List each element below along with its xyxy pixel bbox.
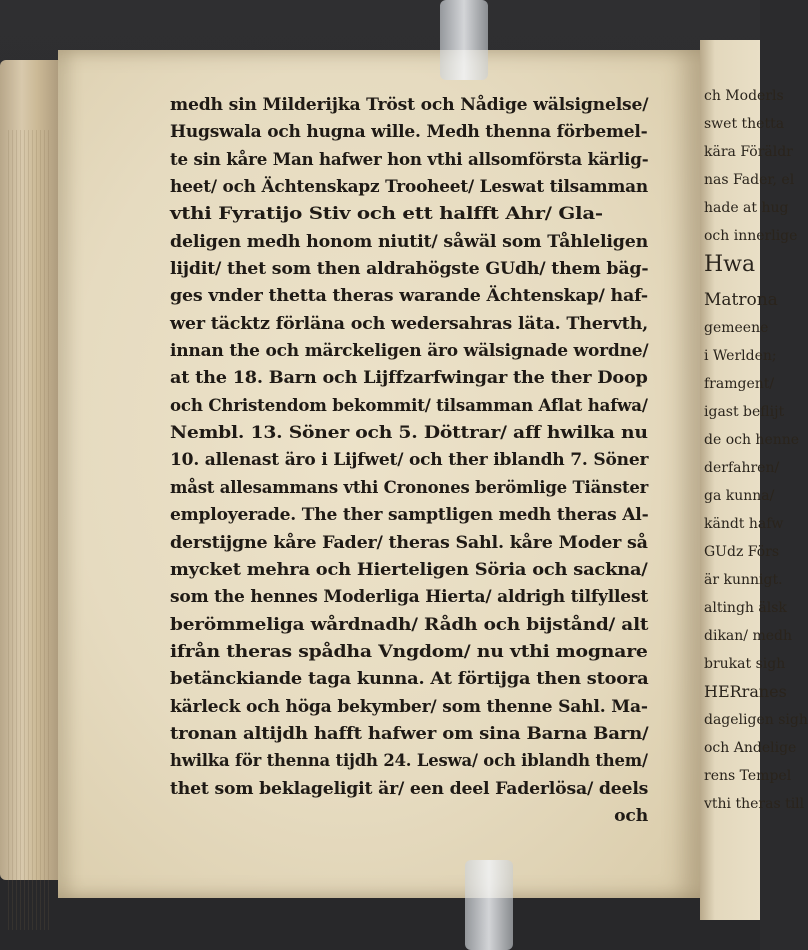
text-line-2: Hugswala och hugna wille. Medh thenna förbemel- (170, 122, 648, 143)
next-page-line-14: derfahren/ (704, 460, 780, 476)
text-line-25: hwilka för thenna tijdh 24. Leswa/ och iblandh them/ (170, 751, 648, 772)
text-line-7: lijdit/ thet som then aldrahögste GUdh/ them bäg- (170, 259, 649, 280)
text-line-12: och Christendom bekommit/ tilsamman Aflat hafwa/ (170, 395, 648, 416)
text-line-26: thet som beklageligit är/ een deel Faderlösa/ deels (170, 778, 649, 799)
next-page-line-6: och innerlige (704, 228, 798, 244)
next-page-line-16: kändt hafw (704, 516, 784, 532)
text-line-1: medh sin Milderijka Tröst och Nådige wälsignelse/ (170, 95, 649, 115)
text-line-14: 10. allenast äro i Lijfwet/ och ther iblandh 7. Söner (170, 450, 649, 471)
next-page-line-24: och Andelige (704, 740, 797, 756)
text-line-21: ifrån theras spådha Vngdom/ nu vthi mognare (170, 641, 648, 662)
next-page-line-23: dageligen sigh (704, 712, 808, 728)
page-clip-top (440, 0, 488, 80)
next-page-line-21: brukat sigh (704, 656, 786, 672)
text-line-5: vthi Fyratijo Stiv och ett halfft Ahr/ Gla- (170, 204, 603, 225)
next-page-line-26: vthi theras till (704, 796, 805, 812)
next-page-line-8: Matrona (704, 290, 778, 310)
text-line-19: som the hennes Moderliga Hierta/ aldrigh tilfyllest (170, 587, 649, 608)
next-page-line-5: hade at hug (704, 200, 789, 216)
next-page-line-18: är kunnigt. (704, 572, 783, 588)
text-line-13: Nembl. 13. Söner och 5. Döttrar/ aff hwilka nu (170, 423, 648, 444)
text-line-17: derstijgne kåre Fader/ theras Sahl. kåre Moder så (170, 532, 648, 553)
next-page-line-11: framgent/ (704, 376, 775, 392)
catchword: och (614, 805, 648, 826)
next-page-line-12: igast beflijt (704, 404, 785, 420)
text-line-3: te sin kåre Man hafwer hon vthi allsomförsta kärlig- (170, 149, 649, 170)
text-line-15: måst allesammans vthi Cronones berömlige Tiänster (170, 477, 649, 498)
next-page-line-4: nas Fader, el (704, 172, 795, 188)
next-page-line-20: dikan/ medh (704, 628, 792, 644)
text-line-22: betänckiande taga kunna. At förtijga then stoora (170, 669, 649, 690)
next-page-line-13: de och henne (704, 432, 800, 448)
text-line-24: tronan altijdh hafft hafwer om sina Barna Barn/ (170, 723, 649, 744)
next-page-line-15: ga kunna/ (704, 488, 775, 504)
next-page-line-7: Hwa (704, 252, 756, 277)
main-text-block (170, 92, 660, 830)
next-page-line-19: altingh älsk (704, 600, 787, 616)
book-page-edges (0, 60, 62, 880)
text-line-20: berömmeliga wårdnadh/ Rådh och bijstånd/ alt (170, 614, 649, 635)
text-line-8: ges vnder thetta theras warande Ächtenskap/ haf- (170, 286, 648, 307)
text-line-6: deligen medh honom niutit/ såwäl som Tåhleligen (170, 231, 649, 252)
next-page-line-1: ch Moderls (704, 88, 784, 104)
next-page-line-25: rens Tempel (704, 768, 792, 784)
text-line-9: wer täcktz förläna och wedersahras läta. Thervth, (170, 313, 648, 334)
next-page-fragment (700, 40, 808, 920)
text-line-18: mycket mehra och Hierteligen Söria och sackna/ (170, 559, 648, 580)
text-line-16: employerade. The ther samptligen medh theras Al- (170, 505, 649, 526)
text-line-10: innan the och märckeligen äro wälsignade wordne/ (170, 341, 649, 362)
next-page-line-2: swet thetta (704, 116, 785, 132)
page-edge-texture (8, 130, 52, 930)
text-line-11: at the 18. Barn och Lijffzarfwingar the ther Doop (170, 368, 648, 389)
next-page-line-9: gemeene (704, 320, 769, 336)
next-page-line-17: GUdz Förs (704, 544, 780, 560)
page-clip-bottom (465, 860, 513, 950)
next-page-line-3: kära Föräldr (704, 144, 793, 160)
text-line-4: heet/ och Ächtenskapz Trooheet/ Leswat tilsamman (170, 177, 648, 198)
text-line-23: kärleck och höga bekymber/ som thenne Sahl. Ma- (170, 696, 648, 717)
next-page-line-22: HERranes (704, 682, 787, 701)
next-page-line-10: i Werlden; (704, 348, 777, 364)
